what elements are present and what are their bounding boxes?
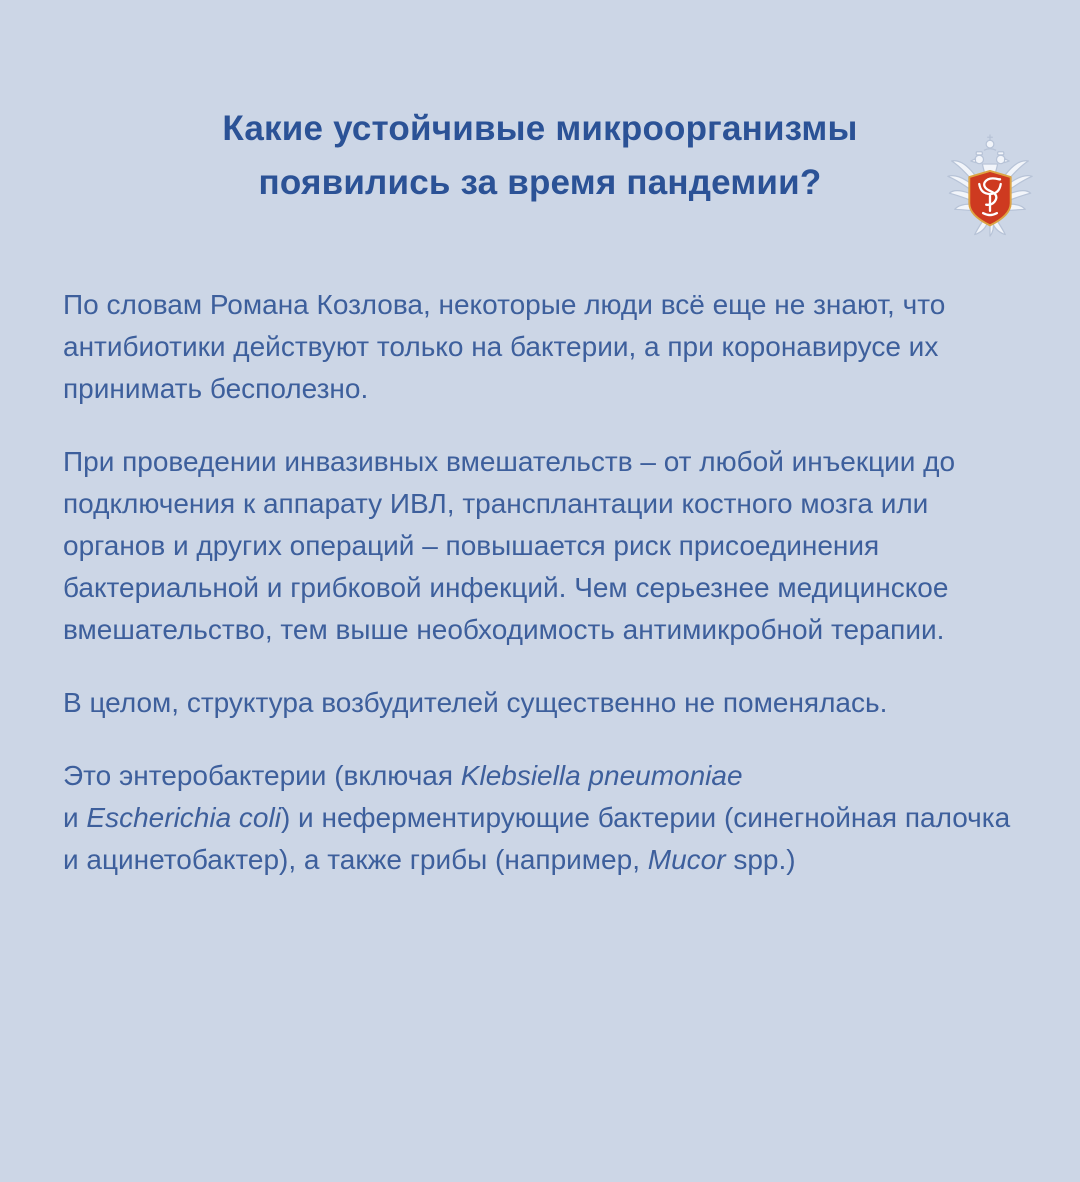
eagle-head-right bbox=[997, 155, 1005, 163]
paragraph bbox=[63, 284, 1017, 410]
title-line-1: Какие устойчивые микроорганизмы bbox=[222, 109, 858, 148]
body-text bbox=[63, 284, 1017, 881]
text-run: ) и неферментирующие бактерии (синегнойная палочка и ацинетобактер), а также грибы (например, bbox=[63, 802, 1011, 875]
cross-icon bbox=[988, 135, 993, 140]
double-headed-eagle-icon bbox=[944, 130, 1036, 238]
title-line-2: появились за время пандемии? bbox=[258, 163, 822, 202]
text-run: Это энтеробактерии (включая bbox=[63, 760, 461, 791]
text-run: и bbox=[63, 802, 87, 833]
ministry-of-health-logo bbox=[944, 130, 1036, 238]
species-name: Mucor bbox=[647, 844, 726, 875]
crown-central bbox=[986, 140, 994, 148]
text-run: При проведении инвазивных вмешательств – от любой инъекции до подключения к аппарату ИВЛ, трансплантации костного мозга или органов и других операций – повышается риск присоединения бактериальной и грибковой инфекций. Чем серьезнее медицинское вмешательство, тем выше необходимость антимикробной терапии. bbox=[63, 446, 956, 645]
eagle-head-left bbox=[975, 155, 983, 163]
infographic-card bbox=[0, 102, 1080, 1182]
text-run: spp.) bbox=[725, 844, 796, 875]
text-run: В целом, структура возбудителей существенно не поменялась. bbox=[63, 687, 888, 718]
crown-left bbox=[976, 152, 982, 155]
text-run: По словам Романа Козлова, некоторые люди всё еще не знают, что антибиотики действуют только на бактерии, а при коронавирусе их принимать бесполезно. bbox=[63, 289, 946, 404]
page-title bbox=[85, 102, 995, 210]
paragraph bbox=[63, 441, 1017, 651]
paragraph bbox=[63, 682, 1017, 724]
crown-right bbox=[998, 152, 1004, 155]
species-name: Klebsiella pneumoniae bbox=[460, 760, 743, 791]
species-name: Escherichia coli bbox=[86, 802, 281, 833]
paragraph bbox=[63, 755, 1017, 881]
